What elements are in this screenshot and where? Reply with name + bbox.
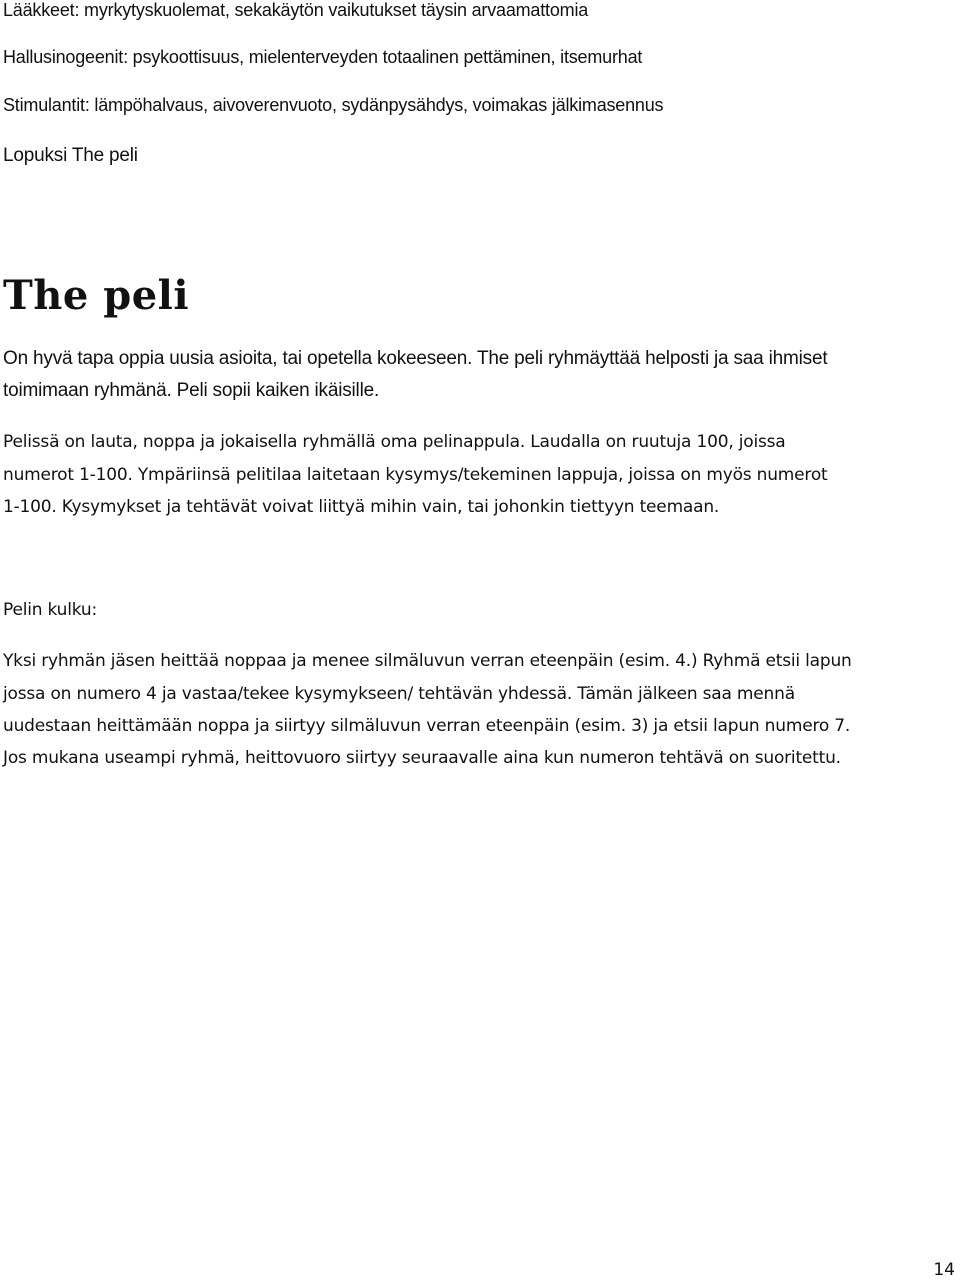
page-title: The peli: [3, 272, 190, 319]
intro-line-hallucinogens: Hallusinogeenit: psykoottisuus, mielenterveyden totaalinen pettäminen, itsemurhat: [3, 47, 643, 67]
para3-line-4: Jos mukana useampi ryhmä, heittovuoro siirtyy seuraavalle aina kun numeron tehtävä on suoritettu.: [3, 748, 841, 768]
intro-line-medicines: Lääkkeet: myrkytyskuolemat, sekakäytön vaikutukset täysin arvaamattomia: [3, 0, 589, 20]
para2-line-1: Pelissä on lauta, noppa ja jokaisella ryhmällä oma pelinappula. Laudalla on ruutuja 100, joissa: [3, 432, 786, 452]
para3-line-1: Yksi ryhmän jäsen heittää noppaa ja menee silmäluvun verran eteenpäin (esim. 4.) Ryhmä etsii lapun: [3, 651, 852, 671]
section-subheading: Pelin kulku:: [3, 600, 97, 620]
para3-line-2: jossa on numero 4 ja vastaa/tekee kysymykseen/ tehtävän yhdessä. Tämän jälkeen saa mennä: [3, 684, 795, 704]
intro-line-stimulants: Stimulantit: lämpöhalvaus, aivoverenvuoto, sydänpysähdys, voimakas jälkimasennus: [3, 95, 664, 115]
para1-line-2: toimimaan ryhmänä. Peli sopii kaiken ikäisille.: [3, 380, 380, 401]
para3-line-3: uudestaan heittämään noppa ja siirtyy silmäluvun verran eteenpäin (esim. 3) ja etsii lapun numero 7.: [3, 716, 851, 736]
para1-line-1: On hyvä tapa oppia uusia asioita, tai opetella kokeeseen. The peli ryhmäyttää helposti ja saa ihmiset: [3, 348, 828, 369]
page-number: 14: [933, 1260, 955, 1280]
intro-line-finally: Lopuksi The peli: [3, 145, 138, 166]
para2-line-2: numerot 1-100. Ympäriinsä pelitilaa laitetaan kysymys/tekeminen lappuja, joissa on myös numerot: [3, 465, 828, 485]
para2-line-3: 1-100. Kysymykset ja tehtävät voivat liittyä mihin vain, tai johonkin tiettyyn teemaan.: [3, 497, 720, 517]
